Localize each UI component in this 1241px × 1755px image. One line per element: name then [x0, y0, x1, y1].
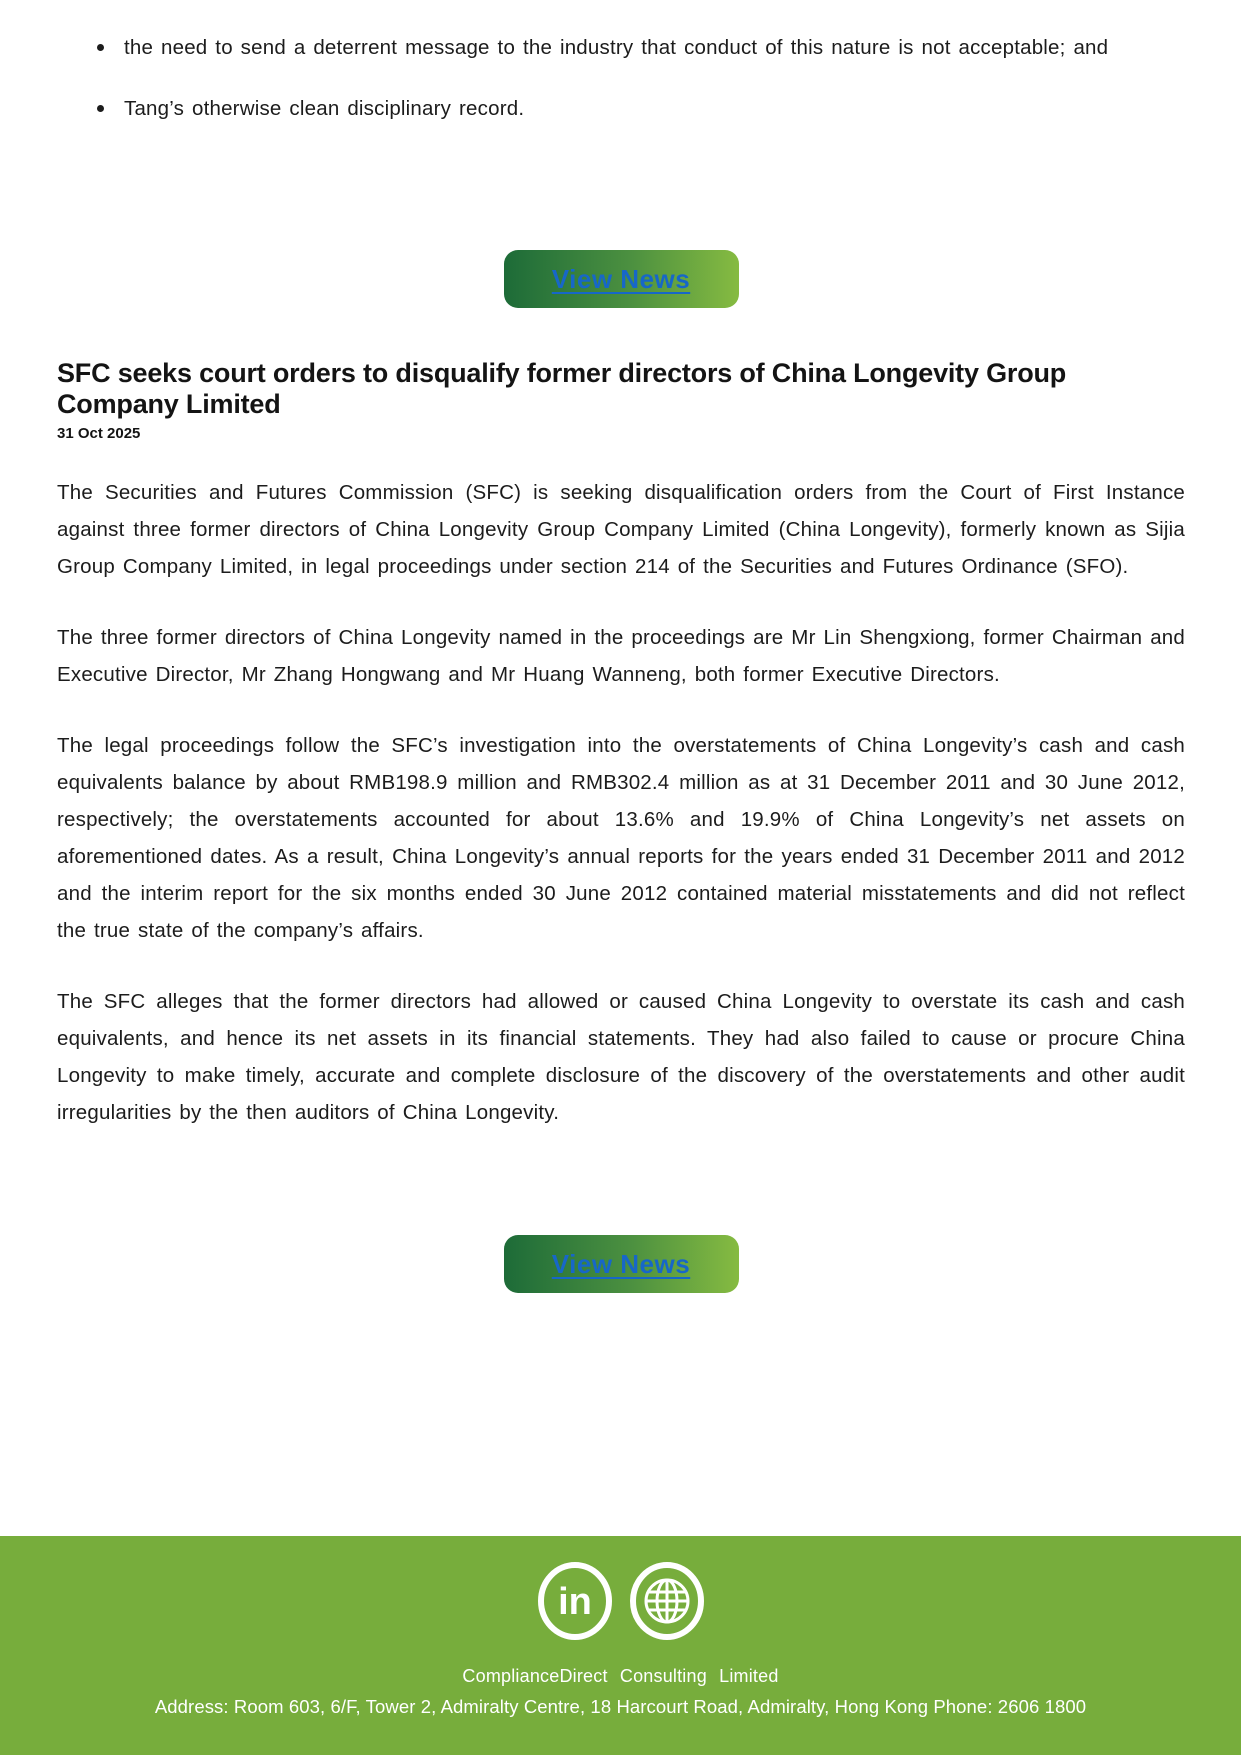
footer-address: Address: Room 603, 6/F, Tower 2, Admiralty Centre, 18 Harcourt Road, Admiralty, Hong Kong Phone: 2606 1800	[154, 1696, 1087, 1717]
bullet-item: Tang’s otherwise clean disciplinary record.	[95, 94, 1115, 124]
page-footer	[0, 1536, 1241, 1755]
article-paragraph: The legal proceedings follow the SFC’s investigation into the overstatements of China Longevity’s cash and cash equivalents balance by about RMB198.9 million and RMB302.4 million as at 31 December 2011 and 30 June 2012, respectively; the overstatements accounted for about 13.6% and 19.9% of China Longevity’s net assets on aforementioned dates. As a result, China Longevity’s annual reports for the years ended 31 December 2011 and 2012 and the interim report for the six months ended 30 June 2012 contained material misstatements and did not reflect the true state of the company’s affairs.	[57, 734, 1185, 942]
view-news-button-row	[57, 1235, 1185, 1293]
footer-company-name: ComplianceDirect Consulting Limited	[462, 1666, 779, 1686]
article-body	[57, 474, 1185, 1131]
article-paragraph: The three former directors of China Longevity named in the proceedings are Mr Lin Shengxiong, former Chairman and Executive Director, Mr Zhang Hongwang and Mr Huang Wanneng, both former Executive Directors.	[57, 626, 1185, 686]
view-news-button[interactable]	[504, 1235, 739, 1293]
article-date: 31 Oct 2025	[57, 425, 141, 442]
view-news-button-row	[57, 250, 1185, 308]
linkedin-icon[interactable]	[537, 1562, 613, 1640]
bullet-item: the need to send a deterrent message to the industry that conduct of this nature is not acceptable; and	[95, 33, 1115, 63]
bullet-list	[95, 33, 1115, 124]
social-icons-row	[537, 1562, 705, 1640]
view-news-button-label: View News	[551, 263, 691, 294]
article-paragraph: The Securities and Futures Commission (SFC) is seeking disqualification orders from the Court of First Instance against three former directors of China Longevity Group Company Limited (China Longevity), formerly known as Sijia Group Company Limited, in legal proceedings under section 214 of the Securities and Futures Ordinance (SFO).	[57, 481, 1185, 578]
article-title: SFC seeks court orders to disqualify former directors of China Longevity Group Company Limited	[57, 358, 1067, 419]
svg-text:in: in	[557, 1581, 592, 1623]
website-globe-icon[interactable]	[629, 1562, 705, 1640]
view-news-button-label: View News	[551, 1248, 691, 1279]
article-paragraph: The SFC alleges that the former directors had allowed or caused China Longevity to overstate its cash and cash equivalents, and hence its net assets in its financial statements. They had also failed to cause or procure China Longevity to make timely, accurate and complete disclosure of the discovery of the overstatements and other audit irregularities by the then auditors of China Longevity.	[57, 990, 1185, 1124]
view-news-button[interactable]	[504, 250, 739, 308]
